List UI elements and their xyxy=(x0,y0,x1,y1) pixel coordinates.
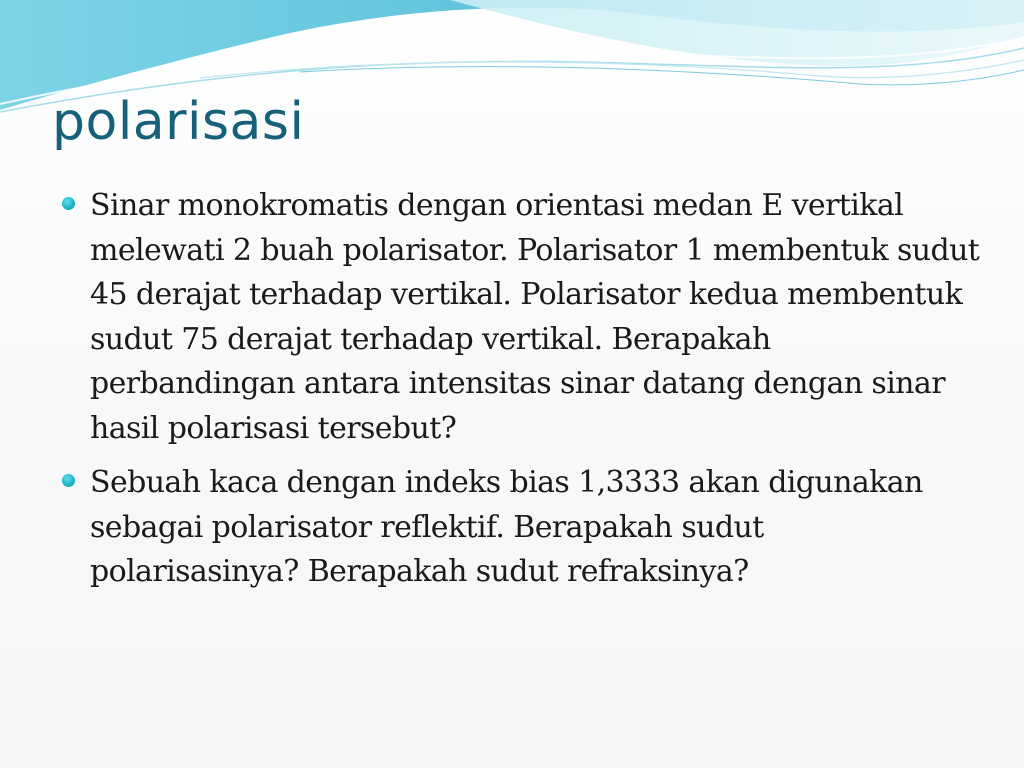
bullet-icon xyxy=(62,197,75,210)
bullet-list xyxy=(60,184,980,605)
bullet-text: Sebuah kaca dengan indeks bias 1,3333 akan digunakan sebagai polarisator reflektif. Berapakah sudut polarisasinya? Berapakah sudut refraksinya? xyxy=(90,465,923,589)
slide-title: polarisasi xyxy=(52,92,305,152)
list-item xyxy=(60,184,980,451)
bullet-text: Sinar monokromatis dengan orientasi medan E vertikal melewati 2 buah polarisator. Polarisator 1 membentuk sudut 45 derajat terhadap vertikal. Polarisator kedua membentuk sudut 75 derajat terhadap vertikal. Berapakah perbandingan antara intensitas sinar datang dengan sinar hasil polarisasi tersebut? xyxy=(90,188,980,446)
list-item xyxy=(60,461,980,595)
bullet-icon xyxy=(62,474,75,487)
